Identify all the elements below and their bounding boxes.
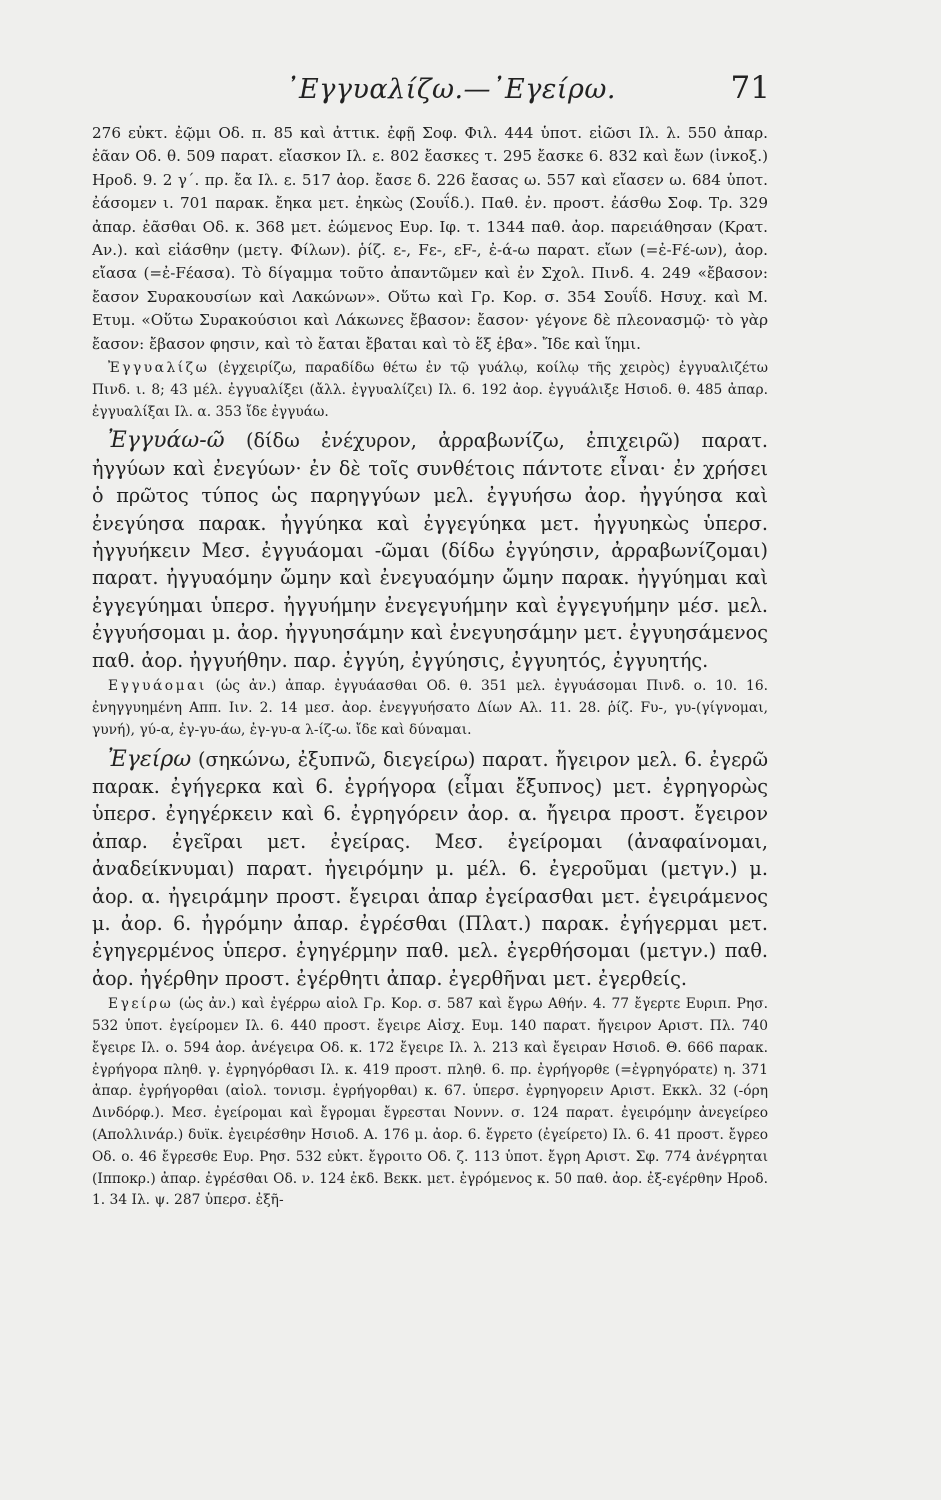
entry-text: 276 εὐκτ. ἐῷμι Οδ. π. 85 καὶ ἀττικ. ἐφῇ Σοφ. Φιλ. 444 ὑποτ. εἰῶσι Ιλ. λ. 550 ἀπαρ. ἐᾶαν Οδ. θ. 509 παρατ. εἴασκον Ιλ. ε. 802 ἔασκες τ. 295 ἔασκε 6. 832 καὶ ἔων (ἰνκοξ.) Ηροδ. 9. 2 γ΄. πρ. ἔα Ιλ. ε. 517 ἀορ. ἔασε δ. 226 ἔασας ω. 557 καὶ εἴασεν ω. 684 ὑποτ. ἐάσομεν ι. 701 παρακ. ἔηκα μετ. ἐηκὼς (Σουΐδ.). Παθ. ἐν. προστ. ἐάσθω Σοφ. Τρ. 329 ἀπαρ. ἐᾶσθαι Οδ. κ. 368 μετ. ἐώμενος Ευρ. Ιφ. τ. 1344 παθ. ἀορ. παρειάθησαν (Κρατ. Αν.). καὶ εἰάσθην (μετγ. Φίλων). ῥίζ. ε-, Fε-, εF-, ἐ-ά-ω παρατ. εἴων (=ἐ-Fέ-ων), ἀορ. εἴασα (=ἐ-Fέασα). Τὸ δίγαμμα τοῦτο ἀπαντῶμεν καὶ ἐν Σχολ. Πινδ. 4. 249 «ἔβασον: ἔασον Συρακουσίων καὶ Λακώνων». Οὕτω καὶ Γρ. Κορ. σ. 354 Σουΐδ. Ησυχ. καὶ Μ. Ετυμ. «Οὕτω Συρακούσιοι καὶ Λάκωνες ἔβασον: ἔασον· γέγονε δὲ πλεονασμῷ· τὸ γὰρ ἔασον: ἔβασον φησιν, καὶ τὸ ἔαται ἔβαται καὶ τὸ ἕξ ἑβα». Ἴδε καὶ ἵημι. xyxy=(92,124,768,353)
running-title: ᾿Εγγυαλίζω.—᾿Εγείρω. xyxy=(285,74,616,105)
entry-text: (ἐγχειρίζω, παραδίδω θέτω ἐν τῷ γυάλῳ, κοίλῳ τῆς χειρὸς) ἐγγυαλιζέτω Πινδ. ι. 8; 43 μέλ. ἐγγυαλίξει (ἄλλ. ἐγγυαλίζει) Ιλ. 6. 192 ἀορ. ἐγγυάλιξε Ησιοδ. θ. 485 ἀπαρ. ἐγγυαλίξαι Ιλ. α. 353 ἴδε ἐγγυάω. xyxy=(92,360,768,420)
page-number: 71 xyxy=(730,70,770,106)
entry-main xyxy=(92,746,768,993)
entry-subentry xyxy=(92,994,768,1212)
entry-headword: Ἐγείρω xyxy=(108,746,192,772)
entry-text: (σηκώνω, ἐξυπνῶ, διεγείρω) παρατ. ἤγειρον μελ. 6. ἐγερῶ παρακ. ἐγήγερκα καὶ 6. ἐγρήγορα (εἶμαι ἔξυπνος) μετ. ἐγρηγορὼς ὑπερσ. ἐγηγέρκειν καὶ 6. ἐγρηγόρειν ἀορ. α. ἤγειρα προστ. ἔγειρον ἀπαρ. ἐγεῖραι μετ. ἐγείρας. Μεσ. ἐγείρομαι (ἀναφαίνομαι, ἀναδείκνυμαι) παρατ. ἠγειρόμην μ. μέλ. 6. ἐγεροῦμαι (μετγν.) μ. ἀορ. α. ἠγειράμην προστ. ἔγειραι ἀπαρ ἐγείρασθαι μετ. ἐγειράμενος μ. ἀορ. 6. ἠγρόμην ἀπαρ. ἐγρέσθαι (Πλατ.) παρακ. ἐγήγερμαι μετ. ἐγηγερμένος ὑπερσ. ἐγηγέρμην παθ. μελ. ἐγερθήσομαι (μετγν.) παθ. ἀορ. ἠγέρθην προστ. ἐγέρθητι ἀπαρ. ἐγερθῆναι μετ. ἐγερθείς. xyxy=(92,747,768,990)
entry-subentry xyxy=(92,676,768,741)
entry-headword: Ἐγγυαλίζω xyxy=(108,360,210,377)
entry-main xyxy=(92,427,768,674)
entry-continuation xyxy=(92,122,768,356)
entry-headword: Εγγυάομαι xyxy=(108,678,207,695)
entry-subentry xyxy=(92,358,768,423)
entry-text: (ὡς ἀν.) ἀπαρ. ἐγγυάασθαι Οδ. θ. 351 μελ. ἐγγυάσομαι Πινδ. ο. 10. 16. ἐνηγγυημένη Αππ. Ιιν. 2. 14 μεσ. ἀορ. ἐνεγγυήσατο Δίων Αλ. 11. 28. ῥίζ. Fυ-, γυ-(γίγνομαι, γυνή), γύ-α, ἐγ-γυ-άω, ἐγ-γυ-α λ-ίζ-ω. ἴδε καὶ δύναμαι. xyxy=(92,678,768,738)
entry-text: (δίδω ἐνέχυρον, ἀρραβωνίζω, ἐπιχειρῶ) παρατ. ἠγγύων καὶ ἐνεγύων· ἐν δὲ τοῖς συνθέτοις πάντοτε εἶναι· ἐν χρήσει ὁ πρῶτος τύπος ὡς παρηγγύων μελ. ἐγγυήσω ἀορ. ἠγγύησα καὶ ἐνεγύησα παρακ. ἠγγύηκα καὶ ἐγγεγύηκα μετ. ἠγγυηκὼς ὑπερσ. ἠγγυήκειν Μεσ. ἐγγυάομαι -ῶμαι (δίδω ἐγγύησιν, ἀρραβωνίζομαι) παρατ. ἠγγυαόμην ὤμην καὶ ἐνεγυαόμην ὤμην παρακ. ἠγγύημαι καὶ ἐγγεγύημαι ὑπερσ. ἠγγυήμην ἐνεγεγυήμην καὶ ἐγγεγυήμην μέσ. μελ. ἐγγυήσομαι μ. ἀορ. ἠγγυησάμην καὶ ἐνεγυησάμην μετ. ἐγγυησάμενος παθ. ἀορ. ἠγγυήθην. παρ. ἐγγύη, ἐγγύησις, ἐγγυητός, ἐγγυητής. xyxy=(92,429,768,672)
page-body xyxy=(92,122,768,1212)
entry-text: (ὡς ἀν.) καὶ ἐγέρρω αἰολ Γρ. Κορ. σ. 587 καὶ ἔγρω Αθήν. 4. 77 ἔγερτε Ευριπ. Ρησ. 532 ὑποτ. ἐγείρομεν Ιλ. 6. 440 προστ. ἔγειρε Αἰσχ. Ευμ. 140 παρατ. ἤγειρον Αριστ. Πλ. 740 ἔγειρε Ιλ. ο. 594 ἀορ. ἀνέγειρα Οδ. κ. 172 ἔγειρε Ιλ. λ. 213 καὶ ἔγειραν Ησιοδ. Θ. 666 παρακ. ἐγρήγορα πληθ. γ. ἐγρηγόρθασι Ιλ. κ. 419 προστ. πληθ. 6. πρ. ἐγρήγορθε (=ἐγρηγόρατε) η. 371 ἀπαρ. ἐγρήγορθαι (αἰολ. τονισμ. ἐγρήγορθαι) κ. 67. ὑπερσ. ἐγρηγορειν Αριστ. Εκκλ. 32 (-όρη Δινδόρφ.). Μεσ. ἐγείρομαι καὶ ἔγρομαι ἔγρεσται Νοννν. σ. 124 παρατ. ἐγειρόμην ἀνεγείρεο (Απολλινάρ.) δυϊκ. ἐγειρέσθην Ησιοδ. Α. 176 μ. ἀορ. 6. ἔγρετο (ἐγείρετο) Ιλ. 6. 41 προστ. ἔγρεο Οδ. ο. 46 ἔγρεσθε Ευρ. Ρησ. 532 εὐκτ. ἔγροιτο Οδ. ζ. 113 ὑποτ. ἔγρη Αριστ. Σφ. 774 ἀνέγρηται (Ιπποκρ.) ἀπαρ. ἐγρέσθαι Οδ. ν. 124 ἐκδ. Βεκκ. μετ. ἐγρόμενος κ. 50 παθ. ἀορ. ἐξ-εγέρθην Ηροδ. 1. 34 Ιλ. ψ. 287 ὑπερσ. ἐξῆ- xyxy=(92,996,768,1209)
entry-headword: Εγείρω xyxy=(108,996,174,1013)
page-header xyxy=(90,70,770,130)
entry-headword: Ἐγγυάω-ῶ xyxy=(108,428,225,454)
